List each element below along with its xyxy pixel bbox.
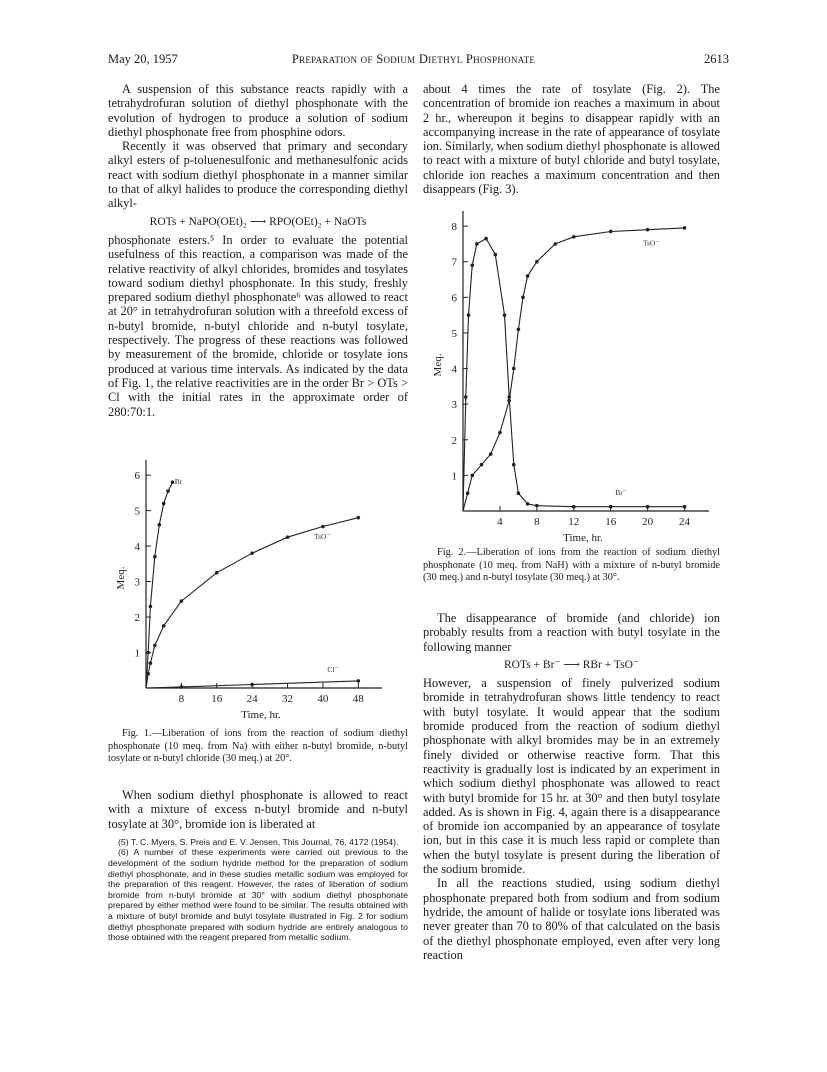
data-point (484, 237, 488, 241)
figure-1-caption: Fig. 1.—Liberation of ions from the reaction of sodium diethyl phosphonate (10 meq. from Na) with either n-butyl bromide, n-butyl tosylate or n-butyl chloride (30 meq.) at 20°. (108, 728, 408, 765)
equation: ROTs + NaPO(OEt)₂ ⟶ RPO(OEt)₂ + NaOTs (149, 215, 367, 228)
data-point (683, 505, 687, 509)
right-column-bottom (423, 611, 720, 962)
x-tick-label: 24 (246, 693, 258, 705)
paragraph: When sodium diethyl phosphonate is allowed to react with a mixture of excess n-butyl bromide and n-butyl tosylate at 30°, bromide ion is liberated at (108, 788, 408, 831)
data-point (512, 463, 516, 467)
y-tick-label: 1 (451, 470, 457, 483)
y-tick-label: 8 (451, 221, 457, 234)
y-tick-label: 1 (134, 647, 140, 660)
data-point (475, 242, 479, 246)
paragraph: Recently it was observed that primary and secondary alkyl esters of p-toluenesulfonic and methanesulfonic acids react with sodium diethyl phosphonate in a manner similar to that of alkyl halides to produce the corresponding diethyl alkyl- (108, 139, 408, 211)
data-point (215, 571, 219, 575)
data-point (250, 551, 254, 555)
x-tick-label: 12 (568, 516, 580, 528)
data-point (489, 452, 493, 456)
data-point (180, 685, 184, 689)
y-tick-label: 7 (451, 256, 457, 269)
y-tick-label: 2 (451, 434, 457, 447)
x-tick-label: 16 (605, 516, 617, 528)
x-tick-label: 16 (211, 693, 223, 705)
data-point (494, 253, 498, 257)
figure-2-chart (423, 205, 723, 545)
y-tick-label: 2 (134, 612, 140, 625)
footnote-5: (5) T. C. Myers, S. Preis and E. V. Jensen, This Journal, 76, 4172 (1954). (118, 836, 399, 847)
page-number: 2613 (704, 52, 729, 66)
x-tick-label: 48 (352, 693, 364, 705)
data-point (512, 367, 516, 371)
series-label: Br⁻ (615, 487, 627, 497)
data-point (526, 502, 530, 506)
data-point (646, 228, 650, 232)
y-tick-label: 5 (134, 505, 140, 518)
data-point (683, 226, 687, 230)
figure-2-caption: Fig. 2.—Liberation of ions from the reaction of sodium diethyl phosphonate (10 meq. from NaH) with a mixture of n-butyl bromide (30 meq.) and n-butyl tosylate (30 meq.) at 30°. (423, 547, 720, 584)
data-point (521, 296, 525, 300)
data-point (470, 263, 474, 267)
data-point (162, 502, 166, 506)
data-point (149, 605, 153, 609)
x-tick-label: 32 (282, 693, 294, 705)
data-point (554, 242, 558, 246)
data-point (464, 395, 468, 399)
series-label: Cl⁻ (327, 665, 339, 675)
data-point (609, 230, 613, 234)
data-point (180, 599, 184, 603)
y-axis-label: Meq. (432, 353, 444, 377)
series-line-br (463, 239, 685, 511)
data-point (517, 328, 521, 332)
x-axis-label: Time, hr. (241, 709, 281, 721)
paragraph: In all the reactions studied, using sodium diethyl phosphonate prepared both from sodium and from sodium hydride, the amount of halide or tosylate ions liberated was never greater than 70 to 80% of that calculated on the basis of the diethyl phosphonate employed, even after very long reaction (423, 876, 720, 962)
x-tick-label: 4 (497, 516, 503, 528)
x-tick-label: 24 (679, 516, 691, 528)
data-point (503, 313, 507, 317)
data-point (162, 624, 166, 628)
header-title: Preparation of Sodium Diethyl Phosphonate (291, 52, 536, 66)
figure-1-chart (108, 456, 408, 726)
series-line-br (146, 482, 173, 688)
data-point (153, 555, 157, 559)
series-label: Br (174, 476, 183, 486)
right-column-top (423, 82, 720, 196)
data-point (146, 672, 150, 676)
data-point (146, 651, 150, 655)
data-point (480, 463, 484, 467)
x-tick-label: 20 (642, 516, 654, 528)
series-line-tso (463, 228, 685, 511)
x-tick-label: 8 (178, 693, 185, 705)
data-point (470, 474, 474, 478)
data-point (149, 661, 153, 665)
paragraph: The disappearance of bromide (and chloride) ion probably results from a reaction with butyl tosylate in the following manner (423, 611, 720, 654)
footnote-6: (6) A number of these experiments were carried out previous to the development of the sodium hydride method for the preparation of sodium diethyl phosphonate, and in these studies metallic sodium was employed for the preparation of this reagent. However, the rates of liberation of sodium bromide from n-butyl bromide at 30° with sodium diethyl phosphonate prepared by either method were found to be similar. The results obtained with a mixture of butyl bromide and butyl tosylate illustrated in Fig. 2 for sodium diethyl phosphonate prepared with sodium hydride are entirely analogous to those obtained with the reagent prepared from metallic sodium. (108, 847, 408, 943)
y-tick-label: 4 (134, 541, 140, 554)
y-tick-label: 4 (451, 363, 457, 376)
data-point (572, 235, 576, 239)
data-point (321, 525, 325, 529)
paragraph: However, a suspension of finely pulverized sodium bromide in tetrahydrofuran shows little tendency to react with butyl tosylate. It would appear that the sodium bromide produced from the reaction of sodium diethyl phosphonate with alkyl bromides may be in an extremely finely divided or otherwise reactive form. That this reactivity is gradually lost is indicated by an experiment in which sodium diethyl phosphonate was allowed to react with butyl bromide for 15 hr. at 30° and then butyl tosylate added. As is shown in Fig. 4, again there is a disappearance of bromide ion accompanied by an appearance of tosylate ion, but in this case it is much less rapid or complete than when the butyl tosylate is present during the liberation of the sodium bromide. (423, 676, 720, 877)
data-point (467, 313, 471, 317)
data-point (609, 505, 613, 509)
data-point (507, 399, 511, 403)
data-point (526, 274, 530, 278)
y-axis-label: Meq. (115, 566, 127, 590)
data-point (646, 505, 650, 509)
x-axis-label: Time, hr. (563, 532, 603, 544)
y-tick-label: 6 (451, 292, 457, 305)
x-tick-label: 8 (534, 516, 540, 528)
paragraph: about 4 times the rate of tosylate (Fig. 2). The concentration of bromide ion reaches a maximum in about 2 hr., whereupon it begins to disappear rapidly with an accompanying increase in the rate of appearance of tosylate ion. Similarly, when sodium diethyl phosphonate is allowed to react with a mixture of butyl chloride and butyl tosylate, chloride ion reaches a maximum concentration and then disappears (Fig. 3). (423, 82, 720, 197)
data-point (157, 523, 161, 527)
data-point (357, 679, 361, 683)
paragraph: A suspension of this substance reacts rapidly with a tetrahydrofuran solution of diethyl phosphonate with the evolution of hydrogen to produce a solution of sodium diethyl phosphonate free from phosphine odors. (108, 82, 408, 139)
data-point (572, 505, 576, 509)
y-tick-label: 3 (134, 576, 140, 589)
equation: ROTs + Br⁻ ⟶ RBr + TsO⁻ (504, 658, 639, 671)
data-point (153, 644, 157, 648)
data-point (357, 516, 361, 520)
data-point (466, 491, 470, 495)
y-tick-label: 6 (134, 470, 140, 483)
series-line-tso (146, 518, 358, 688)
data-point (250, 683, 254, 687)
y-tick-label: 3 (451, 399, 457, 412)
data-point (498, 431, 502, 435)
y-tick-label: 5 (451, 327, 457, 340)
series-label: TsO⁻ (643, 238, 660, 248)
data-point (535, 504, 539, 508)
paragraph: phosphonate esters.⁵ In order to evaluate the potential usefulness of this reaction, a comparison was made of the relative reactivity of alkyl chlorides, bromides and tosylates toward sodium diethyl phosphonate. In this study, freshly prepared sodium diethyl phosphonate⁶ was allowed to react at 20° in tetrahydrofuran solution with a threefold excess of n-butyl bromide, n-butyl chloride and n-butyl tosylate, respectively. The progress of these reactions was followed by measurement of the bromide, chloride or tosylate ions produced at various time intervals. As indicated by the data of Fig. 1, the relative reactivities are in the order Br > OTs > Cl with the initial rates in the approximate order of 280:70:1. (108, 232, 408, 419)
header-date: May 20, 1957 (108, 52, 178, 66)
series-label: TsO⁻ (314, 531, 331, 541)
data-point (286, 535, 290, 539)
data-point (166, 489, 170, 493)
left-column-bottom (108, 788, 408, 943)
left-column-top (108, 82, 408, 419)
fig1-caption-block (108, 728, 408, 766)
x-tick-label: 40 (317, 693, 329, 705)
data-point (517, 491, 521, 495)
fig2-caption-block (423, 547, 720, 585)
data-point (535, 260, 539, 264)
